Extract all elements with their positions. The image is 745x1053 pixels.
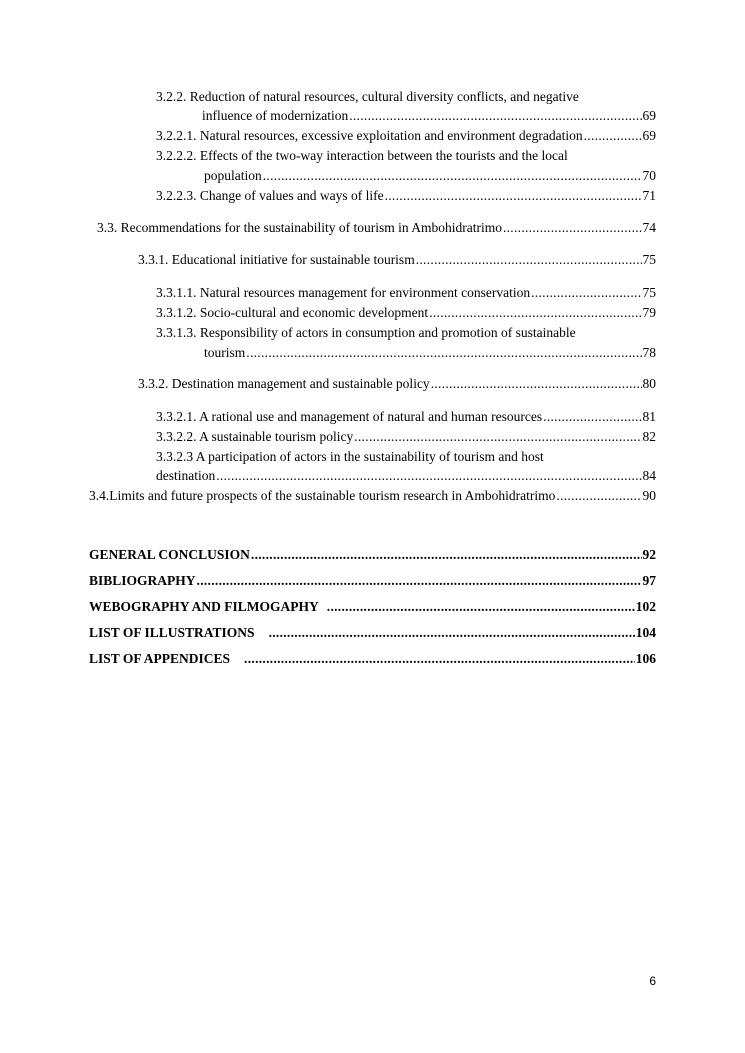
toc-entry-3-2-2-1[interactable] — [156, 128, 656, 144]
toc-leader — [584, 128, 642, 144]
toc-leader — [429, 305, 641, 321]
toc-entry-label: population — [204, 168, 262, 183]
toc-leader — [431, 376, 642, 392]
toc-entry-label: 3.3.1.1. Natural resources management for environment conservation — [156, 285, 531, 300]
toc-entry-label: 3.3.2.2. A sustainable tourism policy — [156, 429, 354, 444]
toc-entry-label: 3.3. Recommendations for the sustainability of tourism in Ambohidratrimo — [97, 220, 502, 235]
toc-entry-label: tourism — [204, 345, 246, 360]
toc-bibliography[interactable] — [89, 573, 656, 589]
toc-entry-3-3-1-2[interactable] — [156, 305, 656, 321]
toc-leader — [216, 468, 641, 484]
toc-entry-3-3-1-1[interactable] — [156, 285, 656, 301]
toc-entry-3-3-2-1[interactable] — [156, 409, 656, 425]
toc-entry-page: 75 — [642, 252, 656, 267]
toc-entry-page: 69 — [642, 108, 656, 123]
toc-entry-page: 80 — [642, 376, 656, 391]
toc-entry-3-2-2-2[interactable] — [204, 168, 656, 184]
toc-leader — [269, 625, 635, 641]
toc-leader — [416, 252, 642, 268]
toc-entry-page: 97 — [642, 573, 656, 588]
toc-entry-label: destination — [156, 468, 216, 483]
toc-entry-page: 71 — [642, 188, 656, 203]
toc-entry-3-3-2-3-line1: 3.3.2.3 A participation of actors in the sustainability of tourism and host — [156, 449, 544, 464]
toc-entry-label: 3.3.1.2. Socio-cultural and economic development — [156, 305, 429, 320]
page-number: 6 — [649, 974, 656, 988]
toc-entry-page: 69 — [642, 128, 656, 143]
toc-leader — [385, 188, 642, 204]
toc-leader — [327, 599, 635, 615]
toc-entry-page: 82 — [642, 429, 656, 444]
toc-entry-3-3-2-3[interactable] — [156, 468, 656, 484]
toc-leader — [503, 220, 642, 236]
toc-entry-3-2-2[interactable] — [202, 108, 656, 124]
toc-entry-3-3-1-3[interactable] — [204, 345, 656, 361]
toc-entry-page: 78 — [642, 345, 656, 360]
toc-entry-page: 106 — [635, 651, 656, 666]
toc-entry-3-3-1-3-line1: 3.3.1.3. Responsibility of actors in consumption and promotion of sustainable — [156, 325, 576, 340]
toc-entry-page: 70 — [642, 168, 656, 183]
toc-leader — [556, 488, 641, 504]
toc-list-of-appendices[interactable] — [89, 651, 656, 667]
toc-leader — [246, 345, 641, 361]
toc-entry-page: 79 — [642, 305, 656, 320]
toc-leader — [531, 285, 641, 301]
toc-entry-page: 102 — [635, 599, 656, 614]
toc-leader — [354, 429, 641, 445]
toc-leader — [263, 168, 642, 184]
toc-entry-label: LIST OF APPENDICES — [89, 651, 231, 666]
toc-list-of-illustrations[interactable] — [89, 625, 656, 641]
toc-entry-3-2-2-3[interactable] — [156, 188, 656, 204]
toc-entry-label: 3.4.Limits and future prospects of the sustainable tourism research in Ambohidratrimo — [89, 488, 556, 503]
toc-entry-page: 74 — [642, 220, 656, 235]
toc-entry-label: LIST OF ILLUSTRATIONS — [89, 625, 255, 640]
toc-leader — [251, 547, 642, 563]
toc-leader — [197, 573, 642, 589]
toc-entry-3-3-1[interactable] — [138, 252, 656, 268]
toc-entry-3-2-2-2-line1: 3.2.2.2. Effects of the two-way interaction between the tourists and the local — [156, 148, 568, 163]
toc-general-conclusion[interactable] — [89, 547, 656, 563]
toc-entry-3-3[interactable] — [97, 220, 656, 236]
toc-entry-label: influence of modernization — [202, 108, 349, 123]
toc-entry-page: 84 — [642, 468, 656, 483]
toc-entry-3-3-2-2[interactable] — [156, 429, 656, 445]
toc-entry-label: 3.3.2.1. A rational use and management of natural and human resources — [156, 409, 543, 424]
toc-webography[interactable] — [89, 599, 656, 615]
toc-leader — [349, 108, 641, 124]
toc-entry-label: WEBOGRAPHY AND FILMOGAPHY — [89, 599, 319, 614]
toc-entry-3-4[interactable] — [89, 488, 656, 504]
toc-leader — [543, 409, 641, 425]
toc-entry-3-2-2-line1: 3.2.2. Reduction of natural resources, cultural diversity conflicts, and negative — [156, 89, 579, 104]
toc-entry-page: 75 — [642, 285, 656, 300]
toc-entry-page: 92 — [642, 547, 656, 562]
toc-entry-label: GENERAL CONCLUSION — [89, 547, 250, 562]
toc-entry-label: 3.2.2.3. Change of values and ways of life — [156, 188, 384, 203]
toc-leader — [244, 651, 635, 667]
toc-entry-page: 104 — [635, 625, 656, 640]
toc-entry-3-3-2[interactable] — [138, 376, 656, 392]
toc-entry-label: 3.3.2. Destination management and sustainable policy — [138, 376, 430, 391]
toc-entry-page: 90 — [642, 488, 656, 503]
toc-entry-page: 81 — [642, 409, 656, 424]
toc-entry-label: 3.3.1. Educational initiative for sustainable tourism — [138, 252, 415, 267]
toc-entry-label: BIBLIOGRAPHY — [89, 573, 196, 588]
toc-entry-label: 3.2.2.1. Natural resources, excessive exploitation and environment degradation — [156, 128, 583, 143]
